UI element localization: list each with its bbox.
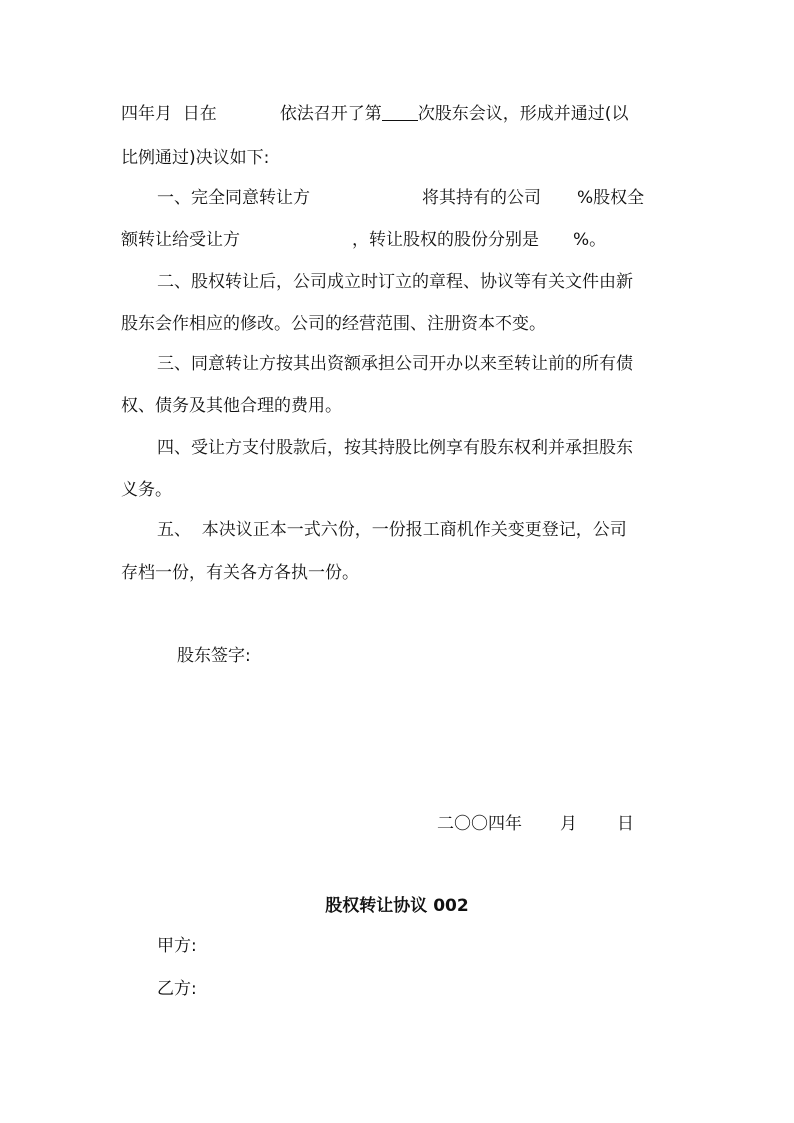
date-month: 月 <box>560 814 577 834</box>
item1-transferee-text: 额转让给受让方 <box>121 230 240 250</box>
item1-company-text: 将其持有的公司 <box>422 188 541 208</box>
shareholder-signature-label: 股东签字: <box>177 646 251 666</box>
party-b-label: 乙方: <box>157 979 197 999</box>
intro-line-1 <box>121 102 681 126</box>
item1-share-text: ，转让股权的股份分别是 <box>352 230 539 250</box>
agreement-title: 股权转让协议 002 <box>325 896 469 916</box>
date-year: 二〇〇四年 <box>437 814 522 834</box>
signing-date <box>437 812 634 836</box>
intro-resolution-text: 次股东会议，形成并通过(以 <box>417 104 629 124</box>
date-day: 日 <box>617 814 634 834</box>
item5-line-2: 存档一份，有关各方各执一份。 <box>121 563 359 583</box>
intro-meeting-text: 依法召开了第 <box>279 104 382 124</box>
meeting-number-blank <box>382 104 418 121</box>
item3-line-2: 权、债务及其他合理的费用。 <box>121 396 342 416</box>
party-a-label: 甲方: <box>157 936 197 956</box>
item1-share-percent: %。 <box>573 230 607 250</box>
item2-line-2: 股东会作相应的修改。公司的经营范围、注册资本不变。 <box>121 314 546 334</box>
intro-line-2: 比例通过)决议如下: <box>121 148 270 168</box>
item1-transferor-text: 一、完全同意转让方 <box>157 188 310 208</box>
item1-line-2 <box>121 228 681 252</box>
intro-date-text: 四年月 日在 <box>121 104 217 124</box>
item5-line-1: 五、 本决议正本一式六份，一份报工商机作关变更登记，公司 <box>157 520 627 540</box>
item1-line-1 <box>157 186 717 210</box>
item3-line-1: 三、同意转让方按其出资额承担公司开办以来至转让前的所有债 <box>157 354 633 374</box>
item1-percent-text: %股权全 <box>577 188 645 208</box>
item4-line-1: 四、受让方支付股款后，按其持股比例享有股东权利并承担股东 <box>157 438 633 458</box>
item2-line-1: 二、股权转让后，公司成立时订立的章程、协议等有关文件由新 <box>157 272 633 292</box>
item4-line-2: 义务。 <box>121 480 172 500</box>
